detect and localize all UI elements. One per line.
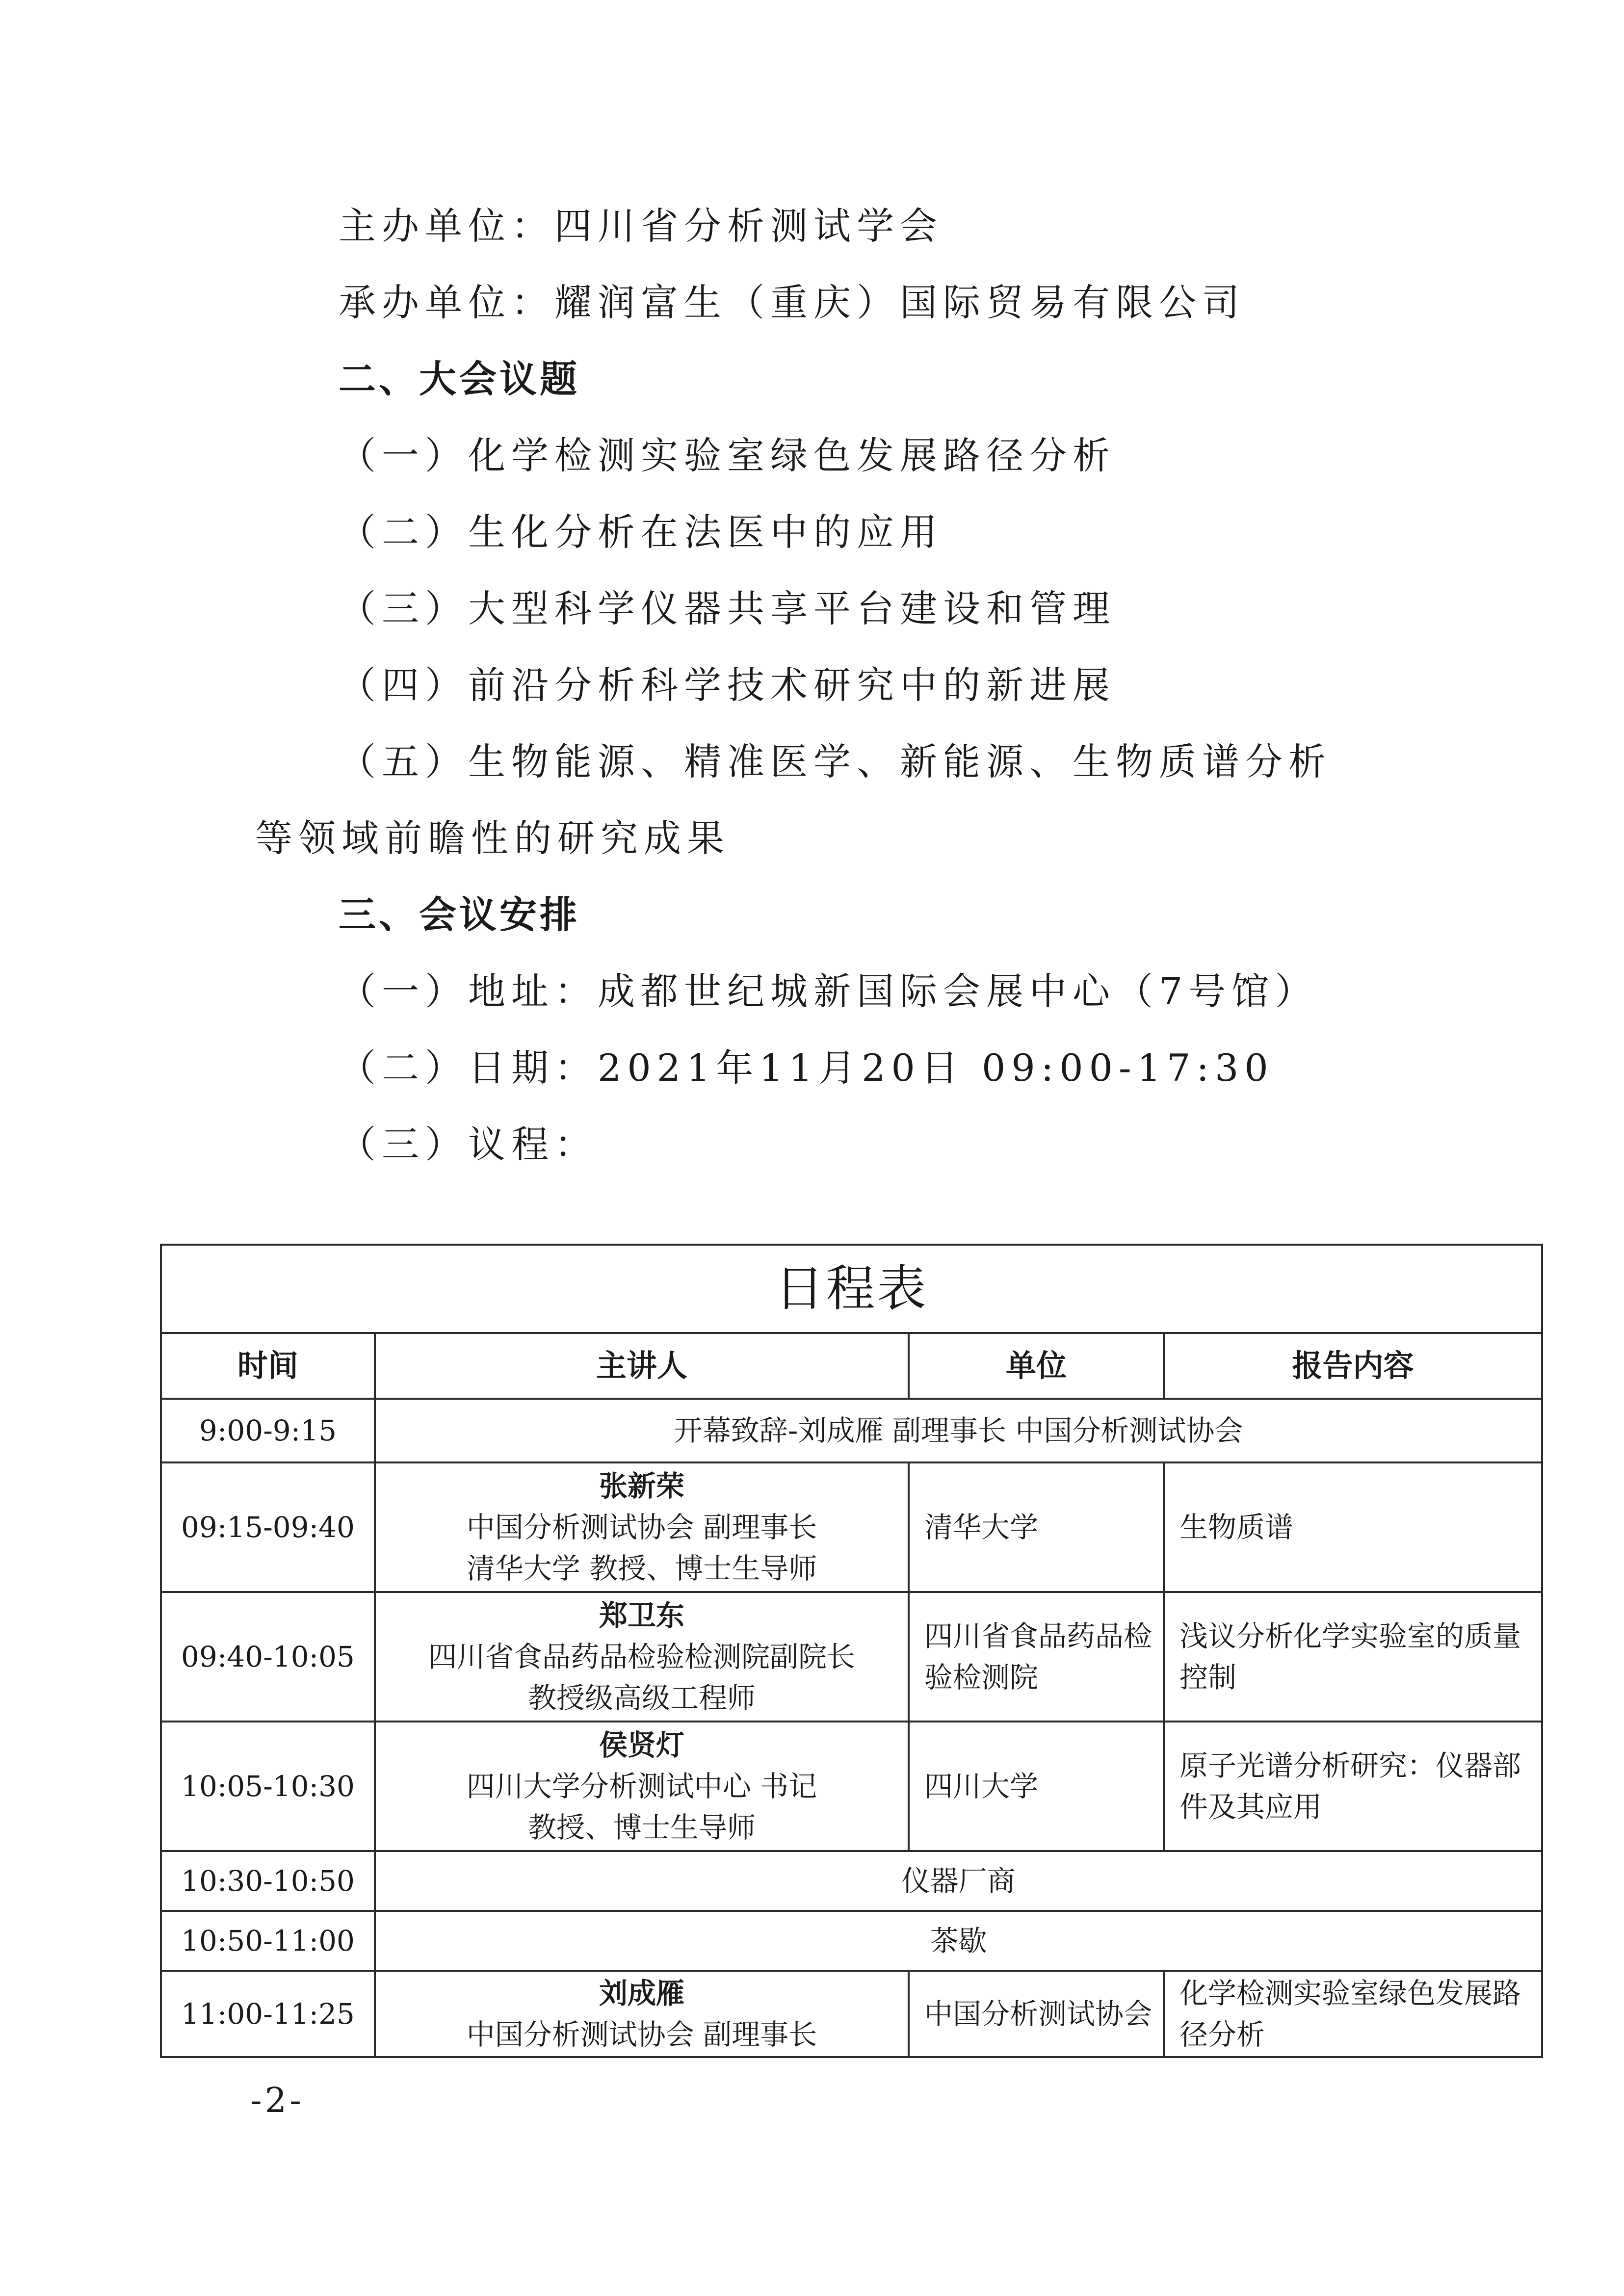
speaker-title: 教授级高级工程师 (527, 1681, 756, 1715)
schedule-table (160, 1244, 1543, 2058)
session-time: 09:40-10:05 (161, 1592, 375, 1722)
speaker-title: 中国分析测试协会 副理事长 (466, 2018, 817, 2051)
speaker-title: 教授、博士生导师 (527, 1811, 756, 1844)
speaker-title: 清华大学 教授、博士生导师 (466, 1552, 817, 1585)
speaker-cell (375, 1971, 909, 2057)
table-row (161, 1911, 1542, 1971)
report-topic: 生物质谱 (1164, 1462, 1542, 1592)
break-time: 10:50-11:00 (161, 1911, 375, 1971)
table-row (161, 1399, 1542, 1462)
header-time: 时间 (161, 1333, 375, 1399)
table-row (161, 1462, 1542, 1592)
speaker-name: 侯贤灯 (599, 1728, 684, 1762)
speaker-title: 四川大学分析测试中心 书记 (466, 1770, 817, 1803)
break-text: 仪器厂商 (375, 1851, 1542, 1911)
speaker-cell (375, 1592, 909, 1722)
table-row (161, 1592, 1542, 1722)
speaker-name: 郑卫东 (599, 1599, 684, 1632)
speaker-unit: 四川大学 (909, 1722, 1164, 1851)
break-text: 茶歇 (375, 1911, 1542, 1971)
report-topic: 化学检测实验室绿色发展路径分析 (1164, 1971, 1542, 2057)
break-time: 10:30-10:50 (161, 1851, 375, 1911)
opening-time: 9:00-9:15 (161, 1399, 375, 1462)
organizer-line: 主办单位：四川省分析测试学会 (339, 204, 943, 248)
opening-text: 开幕致辞-刘成雁 副理事长 中国分析测试协会 (375, 1399, 1542, 1462)
table-row (161, 1851, 1542, 1911)
speaker-cell (375, 1462, 909, 1592)
report-topic: 浅议分析化学实验室的质量控制 (1164, 1592, 1542, 1722)
session-time: 09:15-09:40 (161, 1462, 375, 1592)
topic-4: （四）前沿分析科学技术研究中的新进展 (339, 663, 1116, 707)
topic-2: （二）生化分析在法医中的应用 (339, 510, 943, 554)
co-organizer-line: 承办单位：耀润富生（重庆）国际贸易有限公司 (339, 281, 1245, 324)
header-speaker: 主讲人 (375, 1333, 909, 1399)
speaker-title: 四川省食品药品检验检测院副院长 (428, 1640, 855, 1673)
topic-1: （一）化学检测实验室绿色发展路径分析 (339, 434, 1116, 477)
header-topic: 报告内容 (1164, 1333, 1542, 1399)
table-row (161, 1722, 1542, 1851)
speaker-name: 刘成雁 (599, 1977, 684, 2010)
topic-5: （五）生物能源、精准医学、新能源、生物质谱分析 (339, 740, 1332, 783)
section-heading-topics: 二、大会议题 (339, 357, 580, 401)
venue-line: （一）地址：成都世纪城新国际会展中心（7号馆） (339, 969, 1318, 1013)
page-number: -2- (250, 2080, 304, 2120)
agenda-line: （三）议程： (339, 1122, 598, 1166)
header-unit: 单位 (909, 1333, 1164, 1399)
speaker-title: 中国分析测试协会 副理事长 (466, 1511, 817, 1544)
topic-5-continued: 等领域前瞻性的研究成果 (255, 816, 730, 860)
schedule-title: 日程表 (161, 1245, 1542, 1333)
date-line: （二）日期：2021年11月20日 09:00-17:30 (339, 1046, 1274, 1090)
speaker-name: 张新荣 (599, 1469, 684, 1503)
report-topic: 原子光谱分析研究：仪器部件及其应用 (1164, 1722, 1542, 1851)
topic-3: （三）大型科学仪器共享平台建设和管理 (339, 587, 1116, 630)
speaker-unit: 清华大学 (909, 1462, 1164, 1592)
session-time: 11:00-11:25 (161, 1971, 375, 2057)
speaker-unit: 四川省食品药品检验检测院 (909, 1592, 1164, 1722)
table-row (161, 1971, 1542, 2057)
section-heading-arrangement: 三、会议安排 (339, 893, 580, 937)
speaker-unit: 中国分析测试协会 (909, 1971, 1164, 2057)
session-time: 10:05-10:30 (161, 1722, 375, 1851)
speaker-cell (375, 1722, 909, 1851)
